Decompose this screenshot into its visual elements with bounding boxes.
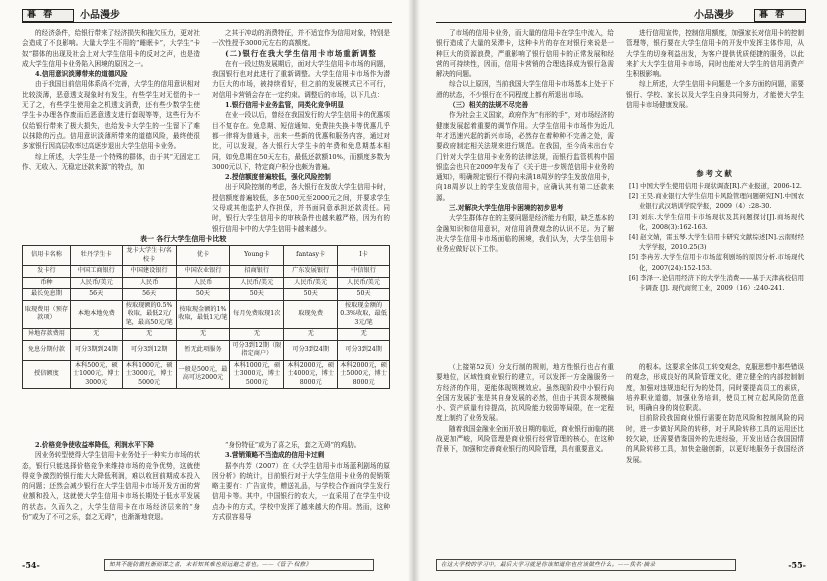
page-number: -54- — [22, 560, 40, 570]
paragraph: 在业一段以后，曾经在我国发行的大学生信用卡的优惠项目不复存在。免息期、短信通知、免费挂失换卡等优惠几乎都一律将为普通卡，出来一些新的优惠和服务内容，通过对比，可以发现，各大银行大学生卡的年费和免息期基本相同，如免息期在50天左右，最低还款额10%，而额度多数为3000元以下，特定商户积分也颇为普遍。 — [212, 111, 390, 171]
footer-quote: 在这大学校的学习中，最后大学习就是你该知道你也应该做些什么。——佚名·摘录 — [436, 559, 736, 571]
section-title: 小品漫步 — [694, 10, 734, 21]
table-cell: 人民币/美元 — [338, 277, 390, 289]
table-cell: 人民币/美元 — [70, 277, 122, 289]
table-cell: 本科1000元，硕士3000元，博士5000元 — [122, 360, 176, 389]
paragraph: 综合以上原因，当前我国大学生信用卡市场基本上处于下滑的状态，不少银行在不同程度上都有所退出市场。 — [436, 80, 614, 99]
right-column-2 — [626, 28, 804, 160]
section-box: 暮 春 — [22, 9, 74, 22]
subheading: 1.银行信用卡业务监管，同类化竞争明显 — [225, 101, 344, 110]
table-body — [23, 266, 390, 389]
table-row — [23, 329, 390, 341]
table-cell: 无 — [70, 329, 122, 341]
table-cell: 招商银行 — [230, 266, 284, 278]
right-page — [414, 0, 827, 581]
table-cell: 取现免费 — [284, 300, 338, 329]
table-cell: 按取现金额的1%收取，最低1元/笔 — [176, 300, 230, 329]
table-cell: 每月免费取现1次 — [230, 300, 284, 329]
paragraph: 据李冉芳（2007）在《大学生信用卡市场蓝利剧场的原因分析》的统计，目前银行对于大学生信用卡业务的促销策略主要有：广告宣传，赠送礼品，与学校合作面向学生发行信用卡等。其中，中国银行的农大，一直采用了在学生中设点办卡的方式，学校中发挥了越来越大的作用。然而，这种方式很容易导 — [212, 461, 390, 522]
references-title: 参考文献 — [696, 169, 734, 178]
left-header — [22, 9, 392, 23]
subheading: 2.价格竞争使收益率降低，利润水平下降 — [35, 441, 154, 449]
table-cell: 50天 — [284, 289, 338, 301]
table-cell: 本科2000元，硕士4000元，博士8000元 — [284, 360, 338, 389]
table-cell: 本科2000元，硕士5000元，博士8000元 — [338, 360, 390, 389]
table-header-cell: Young卡 — [230, 246, 284, 266]
left-footer — [22, 559, 392, 573]
table-cell: 人民币/美元 — [284, 277, 338, 289]
right-column-4 — [626, 362, 804, 542]
table-cell: 中国农业银行 — [176, 266, 230, 278]
paragraph: 出于风险控制的考虑，各大银行在发放大学生信用卡时，授信额度普遍较低，多在500元至2000元之间，并要求学生父母或其他监护人作担保，并书面同意承担还款责任。同时，银行大学生信用卡的审核条件也越来越严格，因为有的银行信用卡中的大学生信用卡越来越少。 — [212, 183, 390, 232]
paragraph: 的根本。这要求全体员工转变观念，克服思想中那些错误的观念，形成良好的风险管理文化，建立健全的内部控制制度，加强对违规违纪行为的处罚，同时要提高员工的素质，培养职业道德，加强业务培训，使员工树立起风险防范意识，明确自身的岗位职责。 — [626, 363, 804, 413]
paragraph: “身份特征”或为了喜之乐，套之无碍”的鸡肋。 — [225, 441, 361, 449]
table-header-cell: 信用卡名称 — [23, 246, 71, 266]
table-cell: 可分3期到24期 — [70, 340, 122, 360]
paragraph: 大学生群体存在的主要问题是经济能力有限，缺乏基本的金融知识和信用意识，对信用消费观念的认识不足。为了解决大学生信用卡市场面临的困境，我们认为，大学生信用卡业务应做好以下工作。 — [436, 214, 614, 254]
left-column-2 — [212, 28, 390, 232]
paragraph: （上接第52页）分支行制的规则，地方性银行也占有重要地位，区域性商业银行的建立，可以发挥一方金融服务一方经济的作用，更能体现规模效应。虽然现阶段中小银行向全国方发展扩张是其自身发展的必然，但由于其资本规模偏小、资产质量有待提高，抗风险能力较弱等局限，在一定程度上制约了业务发展。 — [436, 363, 614, 423]
table-row — [23, 340, 390, 360]
table-caption: 表一 各行大学生信用卡比较 — [140, 235, 227, 243]
paragraph: 目前阶段我国商业银行需要在防范风险和控制风险的同时，进一步做好风险的转移，对于风险转移工具的运用还比较欠缺，还需要借鉴国外的先进经验，开发出适合我国国情的风险转移工具，加快金融创新，以更好地服务于我国经济发展。 — [626, 414, 804, 464]
table-cell: 无 — [338, 329, 390, 341]
paragraph: 在有一段过热发展期后，面对大学生信用卡市场的问题，我国银行也对此进行了重新调整。大学生信用卡市场作为潜力巨大的市场，被持续看好，但之前的发展模式已不可行，对信用卡营销会存在一定约束。调整后的市场，以下几点： — [212, 59, 390, 99]
table-cell: 人民币 — [122, 277, 176, 289]
right-column-1 — [436, 28, 614, 356]
subheading: (二)银行在我大学生信用卡市场重新调整 — [225, 48, 377, 58]
table-cell: 本科500元，硕士1000元，博士3000元 — [70, 360, 122, 389]
table-header-row — [23, 246, 390, 266]
table-cell: 无 — [176, 329, 230, 341]
reference-item: [5] 李冉芳.大学生信用卡市场蓝利剧场的原因分析.市场现代化，2007(24):152-153. — [629, 253, 804, 272]
credit-card-comparison-table — [22, 245, 390, 389]
table-row — [23, 300, 390, 329]
table-row-label: 最长免息期 — [23, 289, 71, 301]
table-row-label: 币种 — [23, 277, 71, 289]
table-cell: 50天 — [230, 289, 284, 301]
table-cell: 按取现金额的0.3%收取，最低3元/笔 — [338, 300, 390, 329]
reference-item: [3] 刘东.大学生信用卡市场现状及其问题探讨[J].商场现代化，2008(3):162-163. — [629, 212, 804, 231]
table-cell: 一般是500元，最高可达2000元 — [176, 360, 230, 389]
paragraph: 综上所述，大学生信用卡问题是一个多方面的问题，需要银行、学校、家长以及大学生自身共同努力，才能使大学生信用卡市场健康发展。 — [626, 80, 804, 110]
right-header — [436, 9, 806, 23]
table-header-cell: 牡丹学生卡 — [70, 246, 122, 266]
right-column-3 — [436, 362, 614, 542]
left-column-4 — [212, 440, 390, 544]
paragraph: 由于我国目前信用体系尚不完善，大学生的信用意识相对比较淡薄，恶意透支现象时有发生，有些学生对无偿的卡一无了之，有些学生使用金之机透支消费，还有些少数学生使学生卡办理各作废而后恶意透支进行套现等等，这些行为不仅给银行带来了极大损失，也给发卡大学生的一生留下了难以抹除的污点。信用意识淡薄所带来的道德风险，最终使很多家银行因高层收率过高逐步退出大学生信用卡业务。 — [22, 80, 200, 151]
table-cell: 人民币 — [176, 277, 230, 289]
table-cell: 56天 — [122, 289, 176, 301]
table-row-label: 取现费用（预存款项） — [23, 300, 71, 329]
left-column-3 — [22, 440, 200, 544]
table-cell: 人民币/美元 — [230, 277, 284, 289]
paragraph: 因业务转型使得大学生信用卡业务处于一种实力市场的状态，银行只能选择价格竞争来维持市场的竞争优势，这就使得竞争激烈的银行能大大降低利润，难以收回前期成本投入的问题；还然会减少银行在大学生信用卡市场开发方面的营业额和投入，这就使大学生信用卡市场长期处于低水平发展的状态。久而久之，大学生信用卡在市场经济层来的“身份”或为了不可之乐，套之无碍”，也渐渐地衰退。 — [22, 451, 200, 522]
paragraph: 综上所述，大学生是一个特殊的群体，由于其“无固定工作、无收入、无稳定还款来源”的特点，加 — [22, 152, 200, 171]
right-footer — [436, 559, 806, 573]
table-cell: 可分3到12期 — [122, 340, 176, 360]
table-cell: 中信银行 — [338, 266, 390, 278]
table-cell: 中国建设银行 — [122, 266, 176, 278]
footer-quote: 知其不能防微杜渐而谋之者，未若知其难也而远避之者也。——《管子·权修》 — [104, 559, 374, 571]
page-number: -55- — [788, 560, 806, 570]
subheading: 4.信用意识淡薄带来的道德风险 — [35, 70, 128, 79]
paragraph: 作为社会主义国家，政府作为“有形的手”，对市场经济的健康发展起着重要的调节作用。大学生信用卡市场作为近几年才迅速兴起的新兴市场，必然存在着种种不完善之处，需要政府制定相关法规来进行规范。在我国，至今尚未出台专门针对大学生信用卡业务的法律法规，而银行监管机构中国银监会也只在2009年发布了《关于进一步规范信用卡业务的通知》，明确规定银行不得向未满18周岁的学生发放信用卡，向18周岁以上的学生发放信用卡，应确认其有第二还款来源。 — [436, 111, 614, 202]
table-cell: 可分3到24期 — [284, 340, 338, 360]
table-cell: 可分3到12期（限指定商户） — [230, 340, 284, 360]
table-row-label: 异地存款费用 — [23, 329, 71, 341]
table-row — [23, 360, 390, 389]
paragraph: 的经济条件，给银行带来了经济损失和拖欠压力，更对社会造成了不良影响。大量大学生不用的“睡眠卡”，大学生“卡奴”群体的出现及社会上对大学生信用卡的反对之声，也是造成大学生信用卡业务陷入困境的原因之一。 — [22, 29, 200, 68]
table-row-label: 免息分期付款 — [23, 340, 71, 360]
reference-item: [4] 赵文婧，雷玉琴.大学生信用卡研究文献综述[N].云南财经大学学报，2010.25(3) — [629, 233, 804, 252]
subheading: （三）相关的法规不尽完善 — [449, 101, 529, 110]
paragraph: 了市场的信用卡业务，而大量的信用卡在学生中流入，给银行造成了大量的呆滞卡，这种卡片的存在对银行来说是一种巨大的资源浪费，严重影响了银行信用卡的正常发展和经营的可持续性，因而，信用卡营销的合理选择成为银行急需解决的问题。 — [436, 29, 614, 79]
table-cell: 50天 — [338, 289, 390, 301]
reference-item: [2] 王昊.商业银行大学生信用卡风险管理问题研究[N].中国农业银行武汉培训学院学报，2009（4）:28-30. — [629, 192, 804, 211]
table-row — [23, 266, 390, 278]
table-row — [23, 289, 390, 301]
section-title: 小品漫步 — [80, 10, 120, 21]
table-row-label: 发卡行 — [23, 266, 71, 278]
table-cell: 广东发展银行 — [284, 266, 338, 278]
subheading: 3.营销策略不当造成的信用卡过剩 — [225, 451, 325, 460]
section-box: 暮 春 — [754, 9, 806, 22]
table-header-cell: fantasy卡 — [284, 246, 338, 266]
reference-item: [1] 中国大学生使用信用卡现状调查[R].产业报道，2006-12. — [629, 182, 802, 190]
table-cell: 中国工商银行 — [70, 266, 122, 278]
table-cell: 56天 — [70, 289, 122, 301]
table-cell: 本科1000元，硕士3000元，博士5000元 — [230, 360, 284, 389]
table-cell: 50天 — [176, 289, 230, 301]
references-list — [626, 181, 804, 356]
table-header-cell: 龙卡大学生卡/名校卡 — [122, 246, 176, 266]
table-cell: 无 — [122, 329, 176, 341]
section-heading: 三.对解决大学生信用卡困境的初步思考 — [449, 204, 564, 213]
paragraph: 之其于冲动的消费特征，并不适宜作为信用对象，特别是一次性授予3000元左右的高额度。 — [212, 29, 390, 48]
table-header-cell: Ⅰ卡 — [338, 246, 390, 266]
paragraph: 随着我国金融业全面开放日期的临近，商业银行面临的挑战更加严峻，风险管理是商业银行经营管理的核心，在这种背景下，加强和完善商业银行的风险管理，具有重要意义。 — [436, 424, 614, 454]
table-header-cell: 优卡 — [176, 246, 230, 266]
paragraph: 进行信用宣传，控制信用额度，加强家长对信用卡的控制管理等，银行要在大学生信用卡的开发中发挥主体作用，从大学生的切身利益出发，为客户提供优质便捷的服务，以此来扩大大学生信用卡市场，同时也能对大学生的信用消费产生积极影响。 — [626, 29, 804, 79]
table-row — [23, 277, 390, 289]
table-row-label: 授信额度 — [23, 360, 71, 389]
table-cell: 无 — [230, 329, 284, 341]
table-cell: 无 — [284, 329, 338, 341]
table-cell: 可分3到24期 — [338, 340, 390, 360]
table-cell: 本地本地免费 — [70, 300, 122, 329]
book-gutter-shadow — [408, 0, 420, 581]
table-cell: 暂无此项服务 — [176, 340, 230, 360]
left-column-1 — [22, 28, 200, 232]
reference-item: [6] 李泽一.论信用经济下的大学生消费——基于天津高校信用卡调查 [J]. 现代商贸工业，2009（16）:240-241. — [629, 273, 804, 293]
table-cell: 按取现额的0.5%收取，最低2元/笔，最高50元/笔 — [122, 300, 176, 329]
subheading: 2.授信额度普遍较低，强化风险控制 — [225, 173, 331, 182]
